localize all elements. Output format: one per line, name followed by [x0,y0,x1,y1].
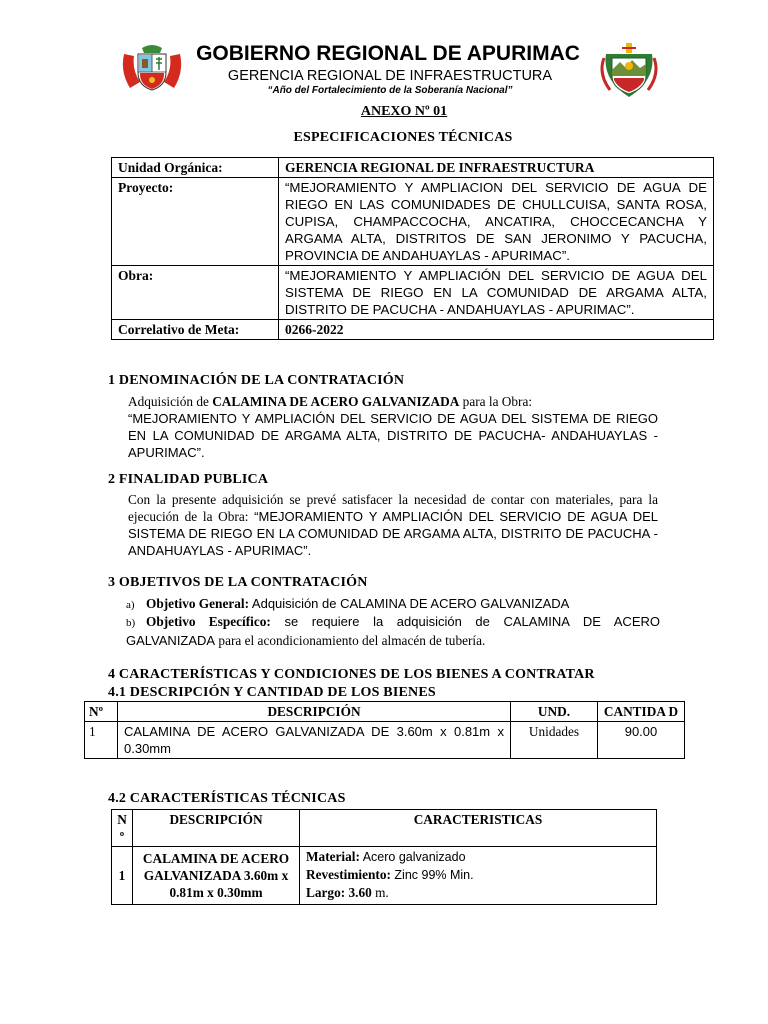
meta-value: 0266-2022 [279,320,714,340]
unidad-value: GERENCIA REGIONAL DE INFRAESTRUCTURA [279,158,714,178]
section1-text [128,393,658,461]
objective-a-letter: a) [126,599,135,611]
unidad-label: Unidad Orgánica: [112,158,279,178]
section4-1-heading: 4.1 DESCRIPCIÓN Y CANTIDAD DE LOS BIENES [108,685,436,700]
section1-text-quote: “MEJORAMIENTO Y AMPLIACIÓN DEL SERVICIO DE AGUA DEL SISTEMA DE RIEGO EN LA COMUNIDAD DE ARGAMA ALTA, DISTRITO DE PACUCHA- ANDAHUAYLAS - APURIMAC”. [128,411,658,460]
col-header-description: DESCRIPCIÓN [133,810,300,847]
col-header-description: DESCRIPCIÓN [118,702,511,722]
section2-text-pre: Con la presente adquisición se prevé satisfacer la necesidad de contar con materiales, para la ejecución de la Obra: [128,492,658,524]
col-header-number: N º [112,810,133,847]
table-row [112,178,714,266]
col-header-unit: UND. [511,702,598,722]
cell-description: CALAMINA DE ACERO GALVANIZADA 3.60m x 0.81m x 0.30mm [133,847,300,905]
obra-value: “MEJORAMIENTO Y AMPLIACIÓN DEL SERVICIO DE AGUA DEL SISTEMA DE RIEGO EN LA COMUNIDAD DE ARGAMA ALTA, DISTRITO DE PACUCHA - ANDAHUAYLAS - APURIMAC”. [279,266,714,320]
table-row [85,722,685,759]
largo-label: Largo: 3.60 [306,885,372,900]
section2-heading: 2 FINALIDAD PUBLICA [108,472,269,487]
objective-a-text: Adquisición de CALAMINA DE ACERO GALVANIZADA [249,596,570,611]
objective-b-text-serif: para el acondicionamiento del almacén de tubería. [215,633,486,648]
section1-text-pre: Adquisición de [128,394,213,409]
col-header-quantity: CANTIDA D [598,702,685,722]
spec-title: ESPECIFICACIONES TÉCNICAS [293,130,513,145]
table-header-row [85,702,685,722]
col-header-number: Nº [85,702,118,722]
objective-b-label: Objetivo Específico: [146,614,271,629]
objective-general [126,595,660,614]
cell-characteristics [300,847,657,905]
table-header-row [112,810,657,847]
material-line [306,848,650,866]
technical-specs-table [111,809,657,905]
table-row [112,320,714,340]
annex-number: ANEXO Nº 01 [360,104,448,119]
objective-specific [126,613,660,649]
obra-label: Obra: [112,266,279,320]
header-title: GOBIERNO REGIONAL DE APURIMAC [196,42,580,65]
objective-b-letter: b) [126,617,136,629]
material-label: Material: [306,849,360,864]
cell-number: 1 [112,847,133,905]
revestimiento-label: Revestimiento: [306,867,391,882]
largo-value: m. [371,885,389,900]
material-value: Acero galvanizado [359,850,466,864]
meta-label: Correlativo de Meta: [112,320,279,340]
apurimac-emblem-icon [600,40,658,100]
proyecto-value: “MEJORAMIENTO Y AMPLIACION DEL SERVICIO DE AGUA DE RIEGO EN LAS COMUNIDADES DE CHULLCUISA, SANTA ROSA, CUPISA, CHAMPACCOCHA, ANCATIRA, CHOCCECANCHA Y ARGAMA ALTA, DISTRITOS DE SAN JERONIMO Y PACUCHA, PROVINCIA DE ANDAHUAYLAS - APURIMAC”. [279,178,714,266]
project-info-table [111,157,714,340]
section1-heading: 1 DENOMINACIÓN DE LA CONTRATACIÓN [108,373,405,388]
section4-heading: 4 CARACTERÍSTICAS Y CONDICIONES DE LOS BIENES A CONTRATAR [108,667,595,682]
section1-text-mid: para la Obra: [459,394,533,409]
col-header-characteristics: CARACTERISTICAS [300,810,657,847]
goods-quantity-table [84,701,685,759]
cell-quantity: 90.00 [598,722,685,759]
section4-2-heading: 4.2 CARACTERÍSTICAS TÉCNICAS [108,791,346,806]
section3-heading: 3 OBJETIVOS DE LA CONTRATACIÓN [108,575,368,590]
cell-number: 1 [85,722,118,759]
largo-line [306,884,650,901]
section2-text-quote: “MEJORAMIENTO Y AMPLIACIÓN DEL SERVICIO DE AGUA DEL SISTEMA DE RIEGO EN LA COMUNIDAD DE ARGAMA ALTA, DISTRITO DE PACUCHA - ANDAHUAYLAS - APURIMAC”. [128,509,658,558]
revestimiento-value: Zinc 99% Min. [390,868,474,882]
table-row [112,847,657,905]
year-motto: “Año del Fortalecimiento de la Soberanía Nacional” [267,85,513,96]
cell-description: CALAMINA DE ACERO GALVANIZADA DE 3.60m x 0.81m x 0.30mm [118,722,511,759]
cell-unit: Unidades [511,722,598,759]
table-row [112,158,714,178]
objective-a-label: Objetivo General: [146,596,250,611]
section2-text [128,491,658,559]
table-row [112,266,714,320]
objective-b-text-sans: se requiere la adquisición de CALAMINA DE ACERO GALVANIZADA [126,614,660,648]
revestimiento-line [306,866,650,884]
section1-text-bold: CALAMINA DE ACERO GALVANIZADA [212,394,460,409]
proyecto-label: Proyecto: [112,178,279,266]
header-subtitle: GERENCIA REGIONAL DE INFRAESTRUCTURA [227,68,553,84]
